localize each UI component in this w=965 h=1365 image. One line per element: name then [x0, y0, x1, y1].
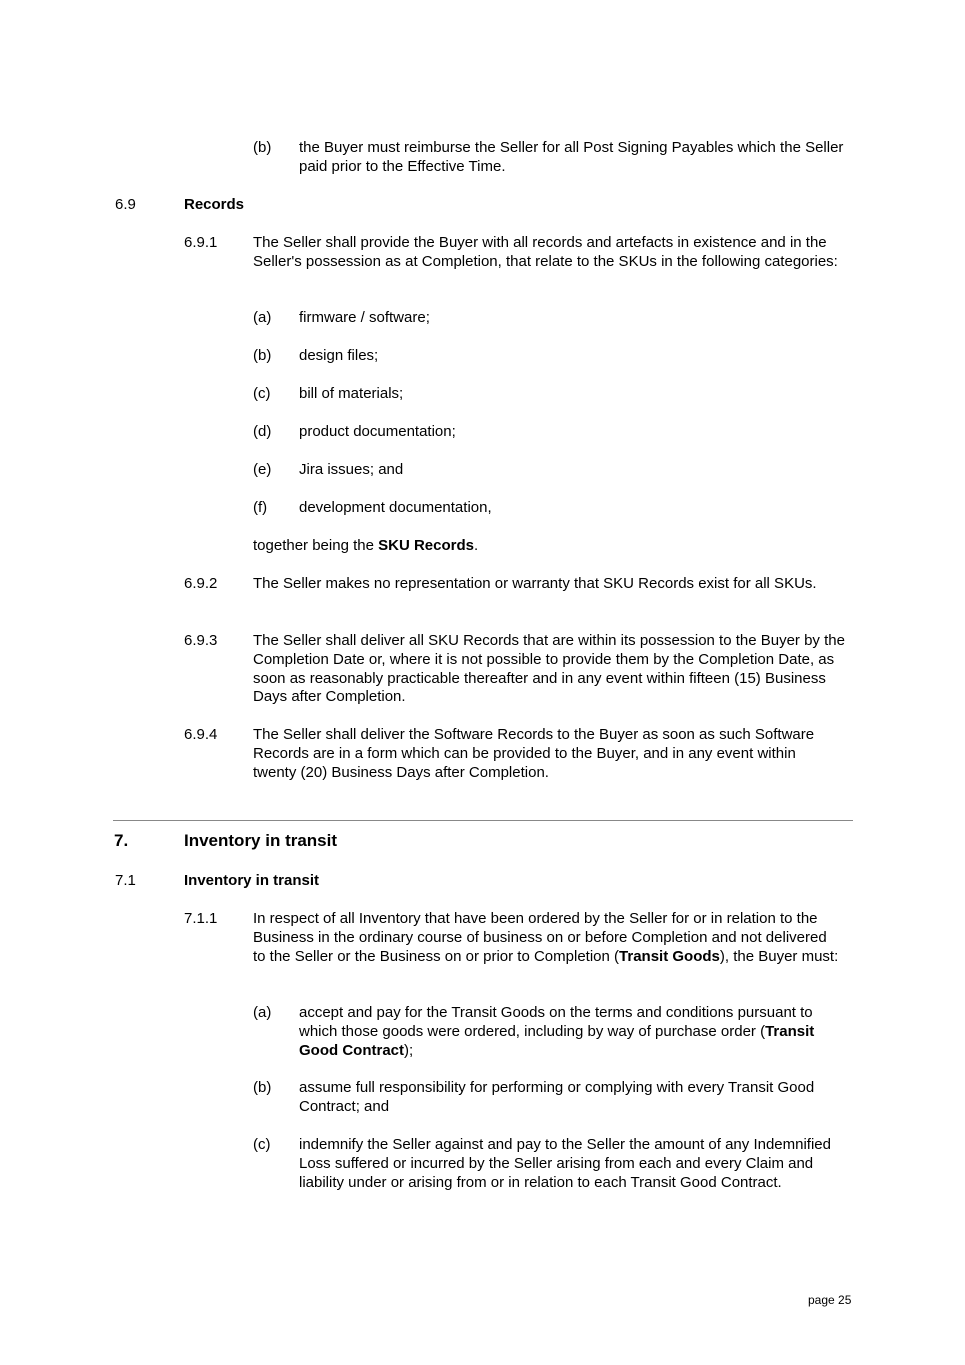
intro-b-text: the Buyer must reimburse the Seller for all Post Signing Payables which the Seller paid prior to the Effective Time. [299, 139, 844, 175]
section-7-1-number: 7.1 [115, 872, 136, 889]
section-7-number: 7. [114, 831, 129, 850]
list-item-e-number: (e) [253, 461, 272, 478]
transit-item-a-suffix: ); [404, 1041, 414, 1059]
section-6-9-title: Records [184, 196, 245, 213]
defined-term-transit-good-contract: Transit Good Contract [299, 1022, 815, 1059]
clause-7-1-1-prefix: In respect of all Inventory that have been ordered by the Seller for or in relation to the Business in the ordinary course of business on or before Completion and not delivered to the Seller or the Business on or prior to Completion ( [253, 910, 827, 965]
clause-6-9-1-text: The Seller shall provide the Buyer with all records and artefacts in existence and in the Seller's possession as at Completion, that relate to the SKUs in the following categories: [253, 234, 838, 270]
list-item-a-text: firmware / software; [299, 309, 430, 326]
page-number: page 25 [808, 1293, 852, 1307]
clause-6-9-4-text: The Seller shall deliver the Software Records to the Buyer as soon as such Software Records are in a form which can be provided to the Buyer, and in any event within twenty (20) Business Days after Completion. [253, 726, 815, 781]
transit-item-a-number: (a) [253, 1004, 272, 1021]
section-6-9-number: 6.9 [115, 196, 136, 213]
clause-6-9-3-number: 6.9.3 [184, 632, 218, 649]
clause-6-9-3-text: The Seller shall deliver all SKU Records that are within its possession to the Buyer by the Completion Date or, where it is not possible to provide them by the Completion Date, as soon as reasonably practicable thereafter and in any event within fifteen (15) Business Days after Completion. [253, 632, 845, 706]
list-item-b-number: (b) [253, 347, 272, 364]
list-item-b-text: design files; [299, 347, 379, 364]
list-item-a-number: (a) [253, 309, 272, 326]
clause-6-9-1-number: 6.9.1 [184, 234, 218, 251]
definition-suffix: . [473, 537, 479, 554]
clause-7-1-1-suffix: ), the Buyer must: [719, 947, 839, 965]
transit-item-a-prefix: accept and pay for the Transit Goods on the terms and conditions pursuant to which those goods were ordered, including by way of purchase order ( [299, 1004, 813, 1040]
section-divider [113, 820, 853, 821]
defined-term-transit-goods: Transit Goods [619, 947, 720, 965]
defined-term-sku-records: SKU Records [378, 537, 474, 554]
clause-7-1-1-number: 7.1.1 [184, 910, 218, 927]
section-7-title: Inventory in transit [184, 831, 338, 850]
list-item-d-text: product documentation; [299, 423, 456, 440]
clause-6-9-4-number: 6.9.4 [184, 726, 218, 743]
list-item-e-text: Jira issues; and [299, 461, 404, 478]
intro-b-number: (b) [253, 139, 272, 156]
transit-item-c-text: indemnify the Seller against and pay to the Seller the amount of any Indemnified Loss suffered or incurred by the Seller arising from each and every Claim and liability under or arising from or in relation to each Transit Good Contract. [299, 1136, 831, 1191]
transit-item-b-text: assume full responsibility for performing or complying with every Transit Good Contract; and [299, 1079, 815, 1115]
clause-7-1-1-text [253, 910, 843, 966]
sku-records-definition [253, 537, 855, 556]
transit-item-c-number: (c) [253, 1136, 271, 1153]
clause-6-9-2-text: The Seller makes no representation or warranty that SKU Records exist for all SKUs. [253, 575, 817, 592]
definition-prefix: together being the [253, 537, 379, 554]
list-item-f-text: development documentation, [299, 499, 492, 516]
transit-item-a-text [299, 1004, 845, 1060]
transit-item-b-number: (b) [253, 1079, 272, 1096]
clause-6-9-2-number: 6.9.2 [184, 575, 218, 592]
list-item-f-number: (f) [253, 499, 268, 516]
section-7-1-title: Inventory in transit [184, 872, 320, 889]
list-item-c-number: (c) [253, 385, 271, 402]
list-item-d-number: (d) [253, 423, 272, 440]
list-item-c-text: bill of materials; [299, 385, 404, 402]
